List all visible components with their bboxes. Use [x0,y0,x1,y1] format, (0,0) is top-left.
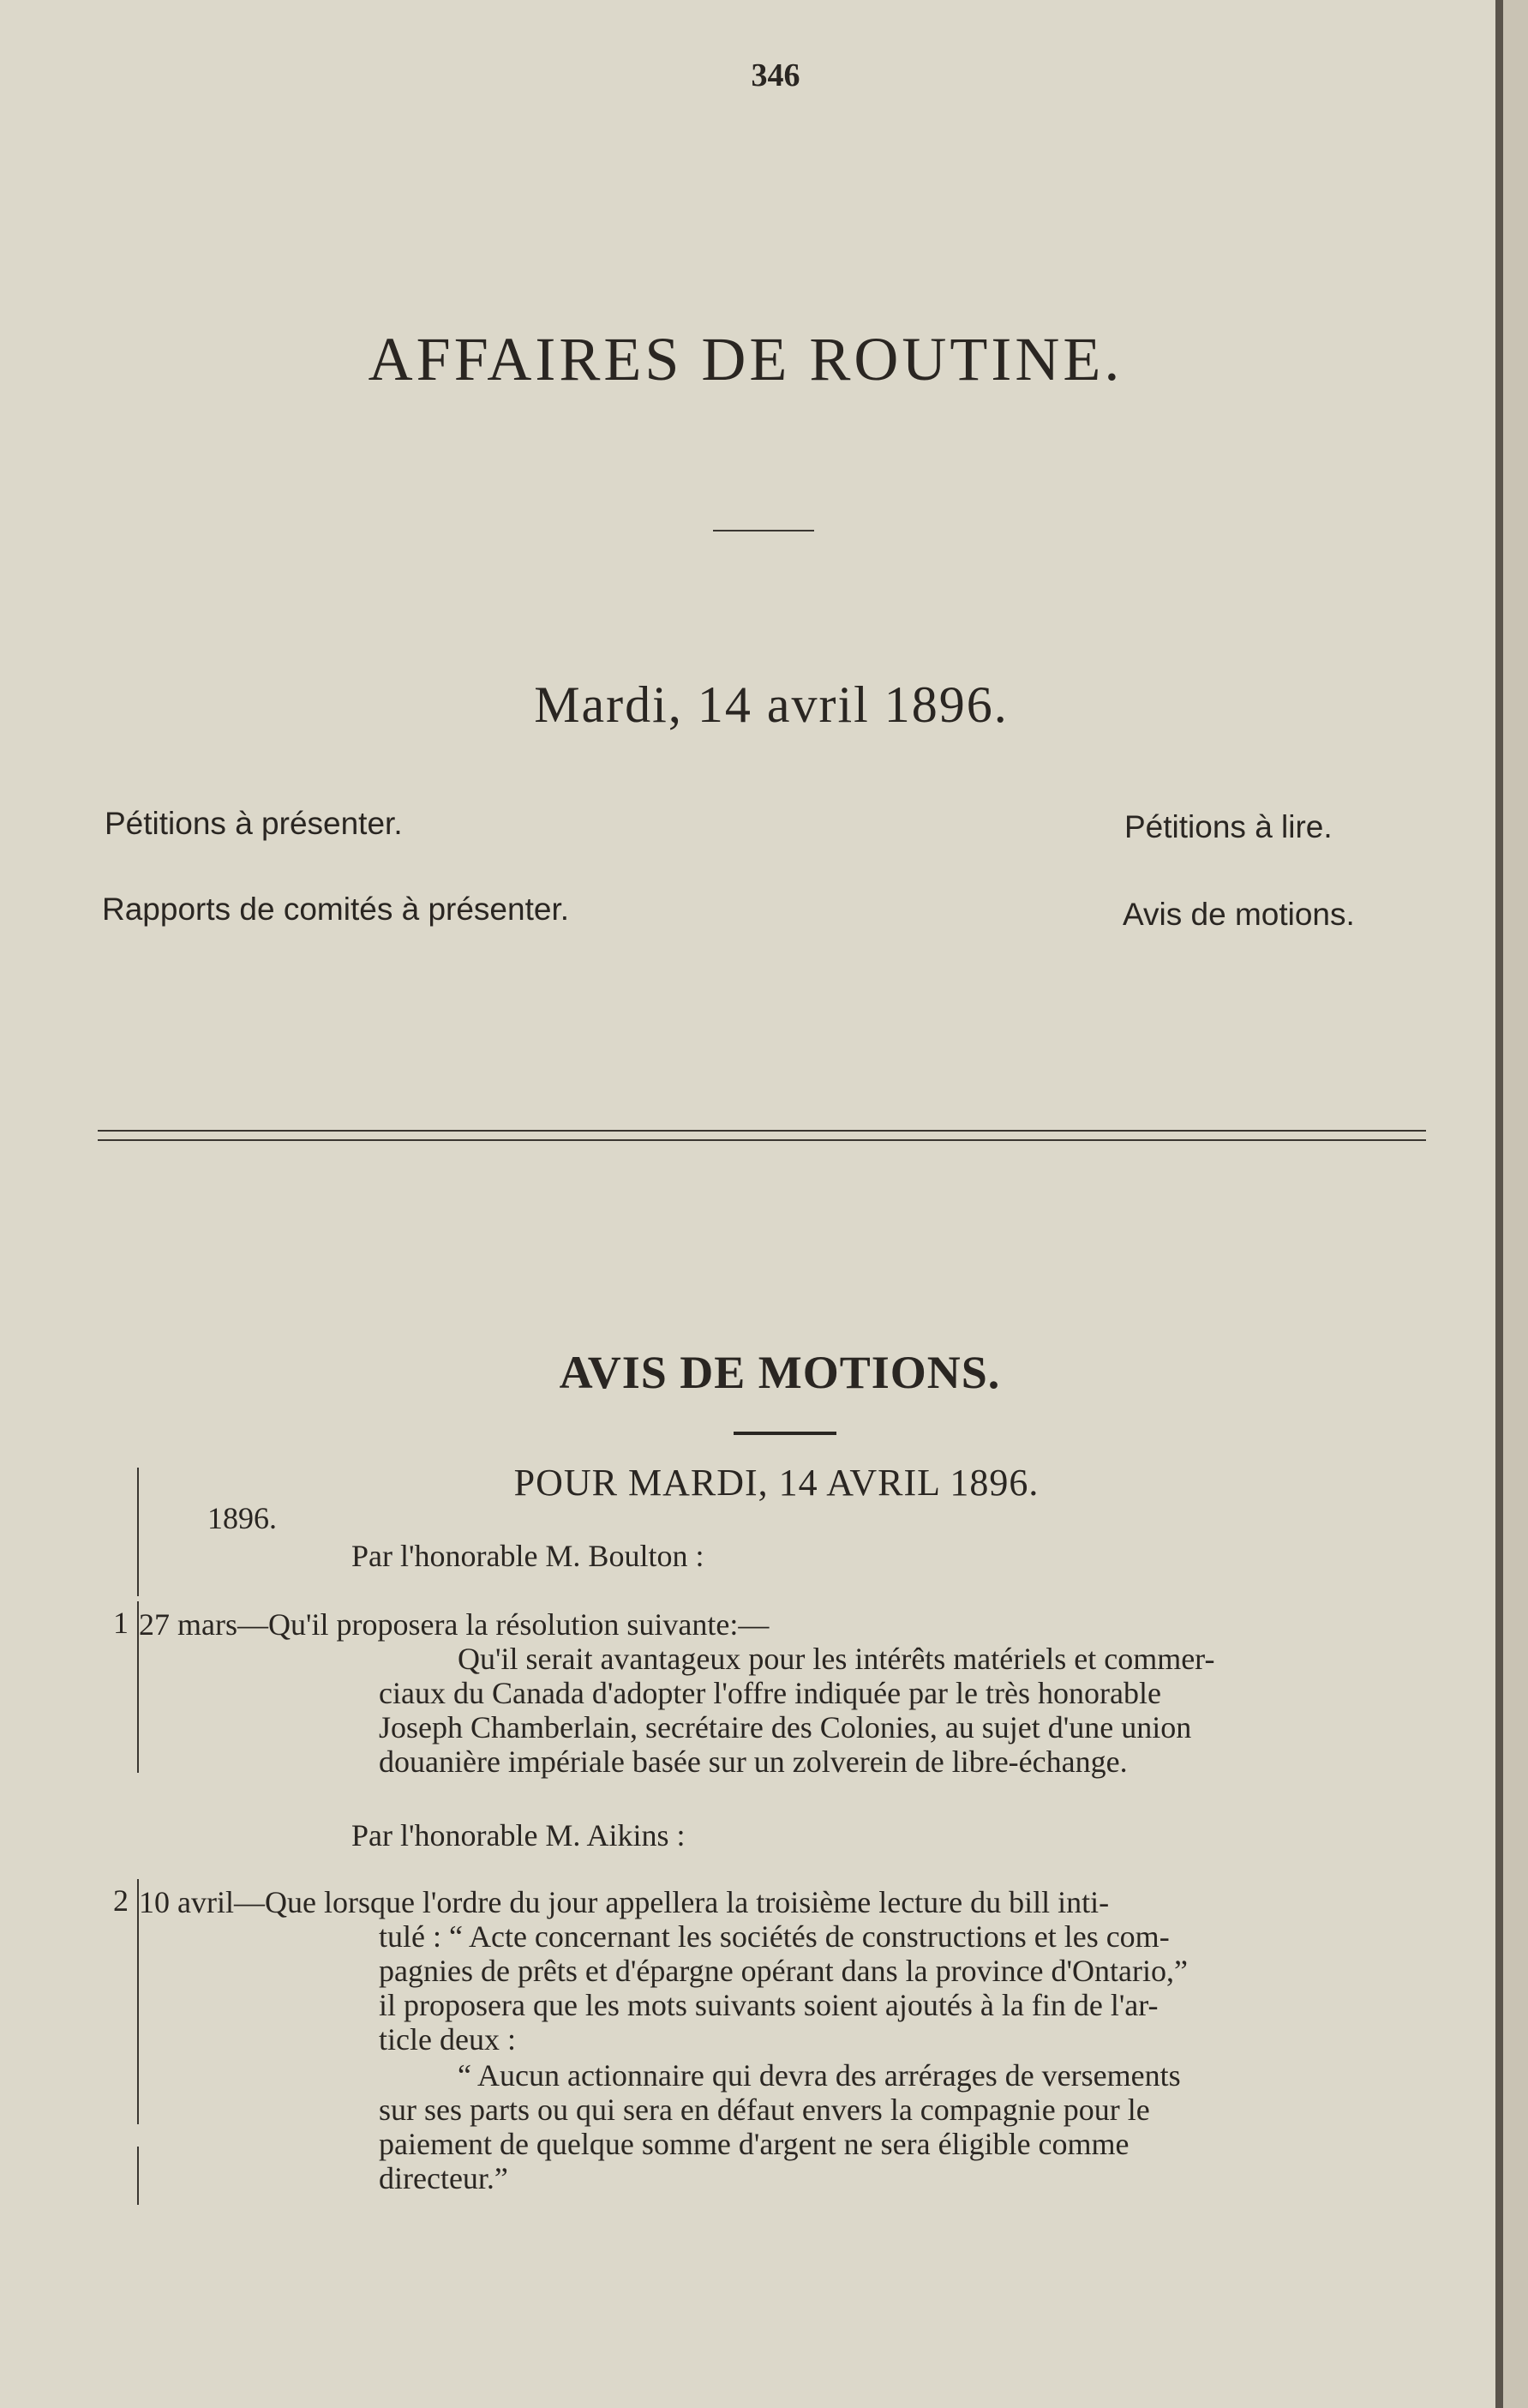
notice-line: sur ses parts ou qui sera en défaut envers la compagnie pour le [379,2093,1150,2127]
margin-rule [137,1468,139,1596]
page-title: AFFAIRES DE ROUTINE. [368,325,1124,393]
mover-aikins: Par l'honorable M. Aikins : [351,1818,686,1853]
notice-line: douanière impériale basée sur un zolverein de libre-échange. [379,1744,1128,1779]
notice-line: “ Aucun actionnaire qui devra des arrérages de versements [458,2058,1181,2093]
margin-year: 1896. [207,1501,277,1535]
notice-line: Qu'il serait avantageux pour les intérêts matériels et commer- [458,1642,1215,1676]
mover-boulton: Par l'honorable M. Boulton : [351,1539,704,1573]
section-rule-bottom [98,1139,1426,1141]
notices-heading: AVIS DE MOTIONS. [559,1347,1001,1398]
book-spine-shadow [1495,0,1503,2408]
routine-item-petitions-present: Pétitions à présenter. [105,806,403,841]
notice-line: 10 avril—Que lorsque l'ordre du jour appellera la troisième lecture du bill inti- [139,1885,1110,1919]
notice-line: pagnies de prêts et d'épargne opérant dans la province d'Ontario,” [379,1954,1188,1988]
section-rule-top [98,1130,1426,1132]
notice-line: il proposera que les mots suivants soient ajoutés à la fin de l'ar- [379,1988,1159,2022]
notices-heading-rule [734,1432,836,1435]
notice-line: ciaux du Canada d'adopter l'offre indiquée par le très honorable [379,1676,1161,1710]
notice-line: Joseph Chamberlain, secrétaire des Colonies, au sujet d'une union [379,1710,1192,1744]
routine-item-committee-reports: Rapports de comités à présenter. [102,892,570,927]
notice-line: paiement de quelque somme d'argent ne sera éligible comme [379,2127,1130,2161]
routine-item-notices: Avis de motions. [1123,897,1355,932]
session-date: Mardi, 14 avril 1896. [534,676,1009,733]
margin-rule [137,2147,139,2205]
page-number: 346 [751,57,800,93]
notice-line: ticle deux : [379,2022,516,2057]
notice-line: directeur.” [379,2161,508,2195]
facing-page-edge [1503,0,1528,2408]
title-divider [713,530,814,531]
notice-number: 1 [113,1606,129,1640]
routine-item-petitions-read: Pétitions à lire. [1124,809,1333,844]
notices-subheading: POUR MARDI, 14 AVRIL 1896. [513,1462,1040,1504]
notice-line: tulé : “ Acte concernant les sociétés de constructions et les com- [379,1919,1170,1954]
notice-line: 27 mars—Qu'il proposera la résolution suivante:— [139,1607,770,1642]
notice-number: 2 [113,1883,129,1918]
